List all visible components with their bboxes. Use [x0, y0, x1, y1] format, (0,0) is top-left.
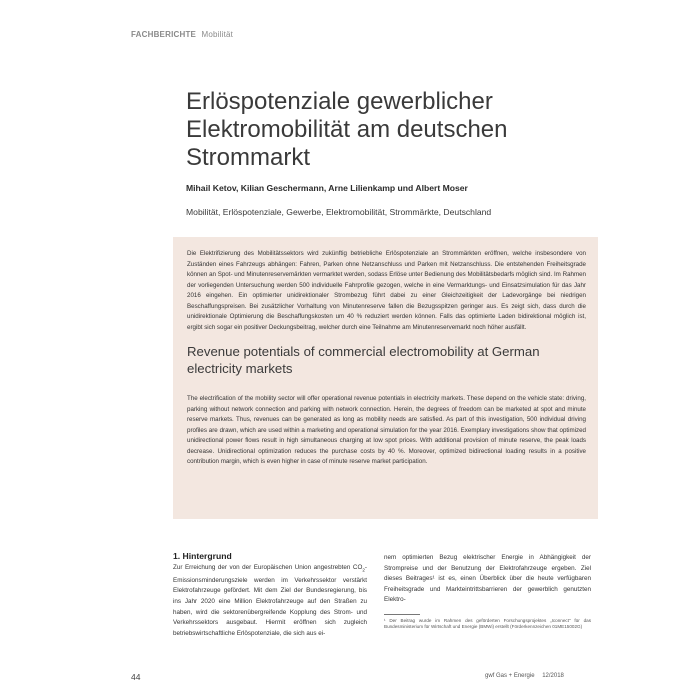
section-header [131, 30, 233, 39]
abstract-box [173, 237, 598, 519]
abstract-english: The electrification of the mobility sector will offer operational revenue potentials in electricity markets. These depend on the vehicle state: driving, parking without network connection and parking with network connection. Herein, the degrees of freedom can be marketed at spot and minute reserve markets. Thus, revenues can be generated as long as mobility needs are satisfied. As part of this investigation, 500 individual driving profiles are drawn, which are used within a marketing and operational simulation for the year 2016. Exemplary investigations show that optimized unidirectional power flows result in high simultaneous charging at low spot prices. With additional provision of minute reserve, the peak loads decrease. Unidirectional optimization reduces the purchase costs by 40 %. Moreover, optimized bidirectional loading results in a positive contribution margin, which is even higher in case of minute reserve market participation. [187, 395, 586, 465]
footnote-divider [384, 614, 420, 615]
body-column-left [173, 551, 367, 639]
author-list: Mihail Ketov, Kilian Geschermann, Arne Lilienkamp und Albert Moser [186, 183, 468, 193]
abstract-german: Die Elektrifizierung des Mobilitätssektors wird zukünftig betriebliche Erlöspotenziale an Strommärkten eröffnen, welche insbesondere von Zuständen eines Fahrzeugs abhängen: Fahren, Parken ohne Netzanschluss und Parken mit Netzanschluss. Die entstehenden Freiheitsgrade können an Spot- und Minutenreservemärkten vermarktet werden, sodass Erlöse unter Bedienung des Mobilitätsbedarfs möglich sind. Im Rahmen der vorliegenden Untersuchung werden 500 individuelle Fahrprofile gezogen, welche in eine Vermarktungs- und Einsatzsimulation für das Jahr 2016 eingehen. Ein optimierter unidirektionaler Strombezug führt dabei zu einer Gleichzeitigkeit der Ladevorgänge bei niedrigen Beschaffungspreisen. Bei zusätzlicher Vorhaltung von Minutenreserve fallen die Bezugsspitzen geringer aus. Es zeigt sich, dass durch die unidirektionale Optimierung die Beschaffungskosten um 40 % reduziert werden können. Falls das optimierte Laden bidirektional möglich ist, ergibt sich sogar ein positiver Deckungsbeitrag, welcher durch eine Teilnahme am Minutenreservemarkt noch höher ausfällt. [187, 250, 586, 331]
english-title: Revenue potentials of commercial electromobility at German electricity markets [187, 344, 540, 376]
article-title [186, 88, 586, 172]
body-paragraph-left [173, 563, 367, 639]
body-column-right [384, 553, 591, 630]
section-topic: Mobilität [201, 30, 234, 39]
footnote: ¹ Der Beitrag wurde im Rahmen des geförderten Forschungsprojektes „Iconnect" für das Bundesministerium für Wirtschaft und Energie (BMWi) erstellt (Förderkennzeichen 01ME15002G) [384, 617, 591, 629]
section-heading: 1. Hintergrund [173, 551, 232, 561]
body-text-part: Zur Erreichung der von der Europäischen Union angestrebten CO [173, 564, 363, 571]
body-text-part: -Emissionsminderungsziele werden im Verkehrssektor verstärkt Elektrofahrzeuge gefördert. Mit dem Ziel der Bundesregierung, bis ins Jahr 2020 eine Million Elektrofahrzeuge auf den Straßen zu haben, wird die sektorenübergreifende Kopplung des Strom- und Verkehrssektors ausgebaut. Hiermit eröffnen sich zugleich betriebswirtschaftliche Erlöspotenziale, die sich aus ei- [173, 564, 367, 637]
title-line: Strommarkt [186, 144, 311, 171]
body-paragraph-right: nem optimierten Bezug elektrischer Energie in Abhängigkeit der Strompreise und der Benutzung der Elektrofahrzeuge ergeben. Ziel dieses Beitrages¹ ist es, einen Überblick über die heute verfügbaren Freiheitsgrade und Markteintrittsbarrieren der gewerblich genutzten Elektro- [384, 554, 591, 604]
title-line: Elektromobilität am deutschen [186, 116, 508, 143]
section-label: FACHBERICHTE [131, 30, 197, 39]
journal-footer [485, 673, 564, 679]
keyword-list: Mobilität, Erlöspotenziale, Gewerbe, Elektromobilität, Strommärkte, Deutschland [186, 207, 492, 217]
journal-issue: 12/2018 [542, 673, 564, 679]
page-number: 44 [131, 672, 141, 682]
subscript: 2 [362, 567, 365, 573]
journal-name: gwf Gas + Energie [485, 673, 535, 679]
title-line: Erlöspotenziale gewerblicher [186, 88, 493, 115]
